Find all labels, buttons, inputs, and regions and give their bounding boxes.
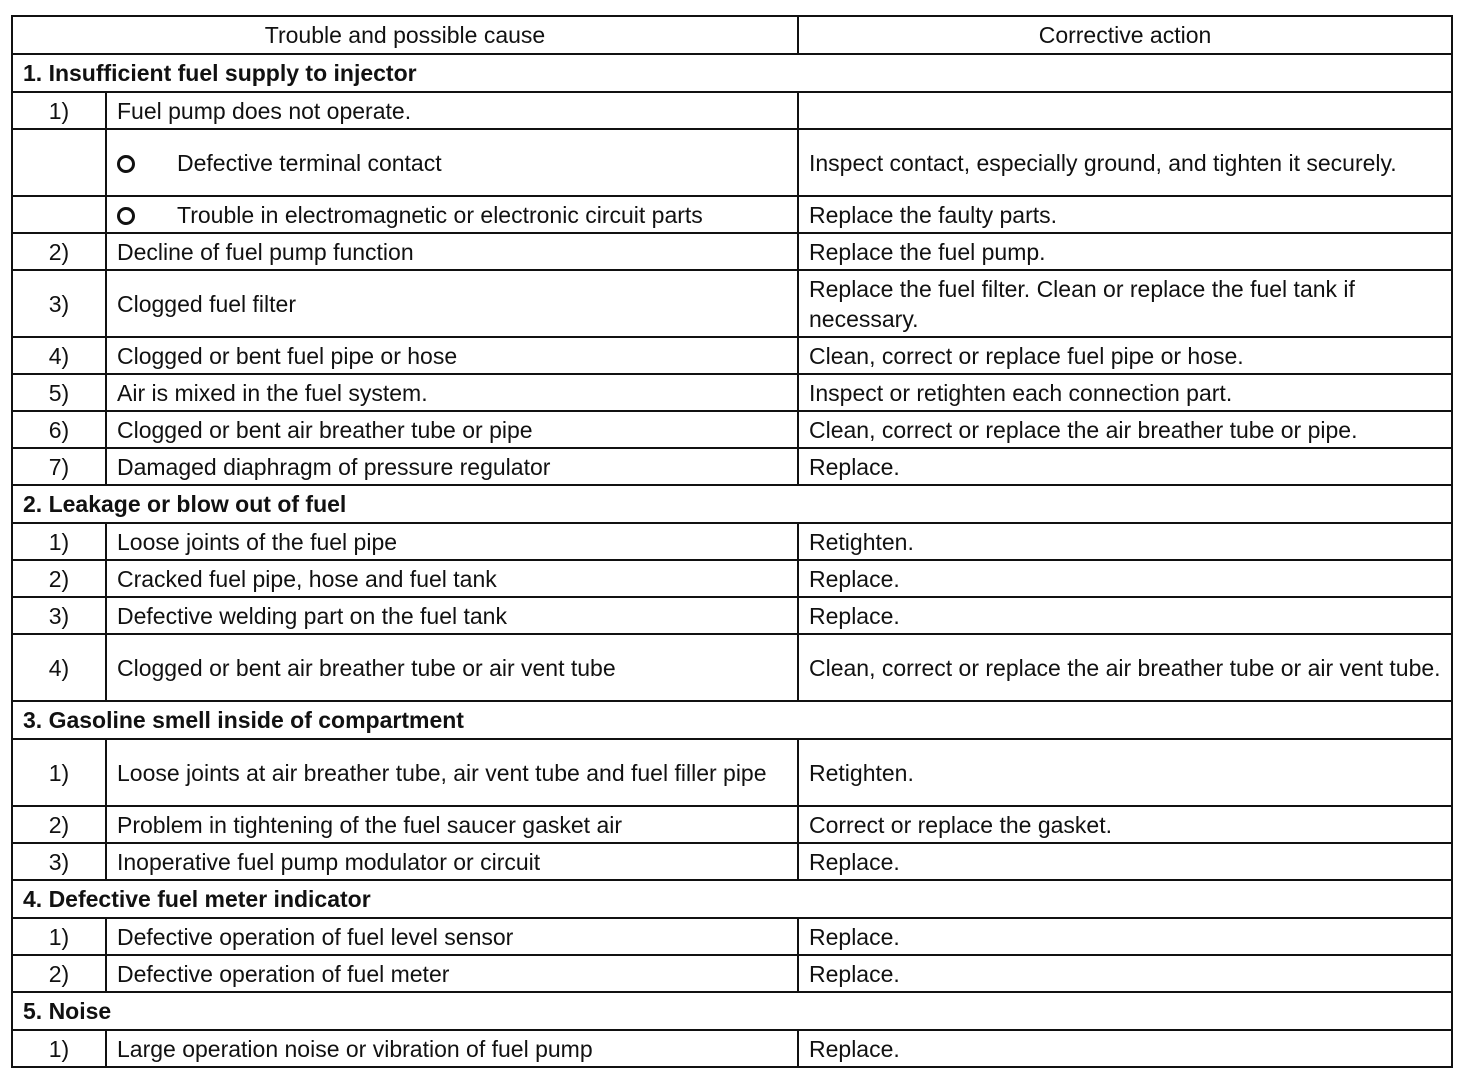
table-row: [12, 955, 1452, 992]
table-row: [12, 337, 1452, 374]
table-row: [12, 196, 1452, 233]
row-number: 6): [12, 411, 106, 448]
cause-cell: Clogged or bent fuel pipe or hose: [106, 337, 798, 374]
row-number: 2): [12, 233, 106, 270]
action-cell: Retighten.: [798, 523, 1452, 560]
cause-cell: Problem in tightening of the fuel saucer gasket air: [106, 806, 798, 843]
row-number: 5): [12, 374, 106, 411]
cause-cell: Cracked fuel pipe, hose and fuel tank: [106, 560, 798, 597]
cause-cell: Clogged or bent air breather tube or air vent tube: [106, 634, 798, 701]
action-cell: Replace.: [798, 597, 1452, 634]
row-number: 2): [12, 955, 106, 992]
action-cell: Replace the faulty parts.: [798, 196, 1452, 233]
header-row: [12, 16, 1452, 54]
table-row: [12, 918, 1452, 955]
section-5: [12, 992, 1452, 1067]
cause-text: Defective terminal contact: [177, 149, 442, 176]
circle-bullet-icon: [117, 155, 135, 173]
action-cell: Clean, correct or replace fuel pipe or hose.: [798, 337, 1452, 374]
header-action: Corrective action: [798, 16, 1452, 54]
action-cell: Replace.: [798, 448, 1452, 485]
row-number: 4): [12, 337, 106, 374]
row-number: 1): [12, 1030, 106, 1067]
cause-cell: Defective operation of fuel meter: [106, 955, 798, 992]
section-title: 5. Noise: [12, 992, 1452, 1030]
table-row: [12, 448, 1452, 485]
section-3: [12, 701, 1452, 880]
cause-cell: Decline of fuel pump function: [106, 233, 798, 270]
circle-bullet-icon: [117, 207, 135, 225]
action-cell: Retighten.: [798, 739, 1452, 806]
row-number: 4): [12, 634, 106, 701]
table-row: [12, 597, 1452, 634]
row-number: 1): [12, 92, 106, 129]
action-cell: Inspect contact, especially ground, and tighten it securely.: [798, 129, 1452, 196]
action-cell: [798, 92, 1452, 129]
row-number: 7): [12, 448, 106, 485]
table-row: [12, 411, 1452, 448]
action-cell: Replace the fuel filter. Clean or replace the fuel tank if necessary.: [798, 270, 1452, 337]
section-title: 1. Insufficient fuel supply to injector: [12, 54, 1452, 92]
row-number: 1): [12, 739, 106, 806]
table-row: [12, 374, 1452, 411]
table-row: [12, 523, 1452, 560]
action-cell: Replace.: [798, 918, 1452, 955]
row-number: 3): [12, 843, 106, 880]
action-cell: Clean, correct or replace the air breather tube or pipe.: [798, 411, 1452, 448]
action-cell: Replace.: [798, 1030, 1452, 1067]
action-cell: Clean, correct or replace the air breather tube or air vent tube.: [798, 634, 1452, 701]
table-row: [12, 233, 1452, 270]
action-cell: Replace.: [798, 560, 1452, 597]
row-number: 1): [12, 918, 106, 955]
action-cell: Replace the fuel pump.: [798, 233, 1452, 270]
table-row: [12, 806, 1452, 843]
row-number: [12, 129, 106, 196]
table-row: [12, 739, 1452, 806]
troubleshooting-table: [11, 15, 1453, 1068]
table-row: [12, 92, 1452, 129]
table-row: [12, 634, 1452, 701]
section-title: 2. Leakage or blow out of fuel: [12, 485, 1452, 523]
row-number: 2): [12, 560, 106, 597]
table-row: [12, 270, 1452, 337]
action-cell: Inspect or retighten each connection part.: [798, 374, 1452, 411]
row-number: 1): [12, 523, 106, 560]
cause-cell: Loose joints of the fuel pipe: [106, 523, 798, 560]
cause-cell: Defective operation of fuel level sensor: [106, 918, 798, 955]
header-cause: Trouble and possible cause: [12, 16, 798, 54]
table-row: [12, 560, 1452, 597]
action-cell: Replace.: [798, 955, 1452, 992]
row-number: 3): [12, 270, 106, 337]
section-4: [12, 880, 1452, 992]
cause-cell: Large operation noise or vibration of fuel pump: [106, 1030, 798, 1067]
row-number: 3): [12, 597, 106, 634]
table-row: [12, 843, 1452, 880]
section-title: 4. Defective fuel meter indicator: [12, 880, 1452, 918]
table-row: [12, 129, 1452, 196]
action-cell: Replace.: [798, 843, 1452, 880]
cause-cell: Clogged fuel filter: [106, 270, 798, 337]
action-cell: Correct or replace the gasket.: [798, 806, 1452, 843]
section-title: 3. Gasoline smell inside of compartment: [12, 701, 1452, 739]
section-2: [12, 485, 1452, 701]
cause-cell: Clogged or bent air breather tube or pipe: [106, 411, 798, 448]
cause-cell: Inoperative fuel pump modulator or circuit: [106, 843, 798, 880]
cause-cell: [106, 196, 798, 233]
cause-text: Trouble in electromagnetic or electronic circuit parts: [177, 201, 703, 228]
row-number: [12, 196, 106, 233]
row-number: 2): [12, 806, 106, 843]
cause-cell: Defective welding part on the fuel tank: [106, 597, 798, 634]
cause-cell: [106, 129, 798, 196]
cause-cell: Loose joints at air breather tube, air vent tube and fuel filler pipe: [106, 739, 798, 806]
section-1: [12, 54, 1452, 485]
cause-cell: Damaged diaphragm of pressure regulator: [106, 448, 798, 485]
table-row: [12, 1030, 1452, 1067]
cause-cell: Fuel pump does not operate.: [106, 92, 798, 129]
cause-cell: Air is mixed in the fuel system.: [106, 374, 798, 411]
